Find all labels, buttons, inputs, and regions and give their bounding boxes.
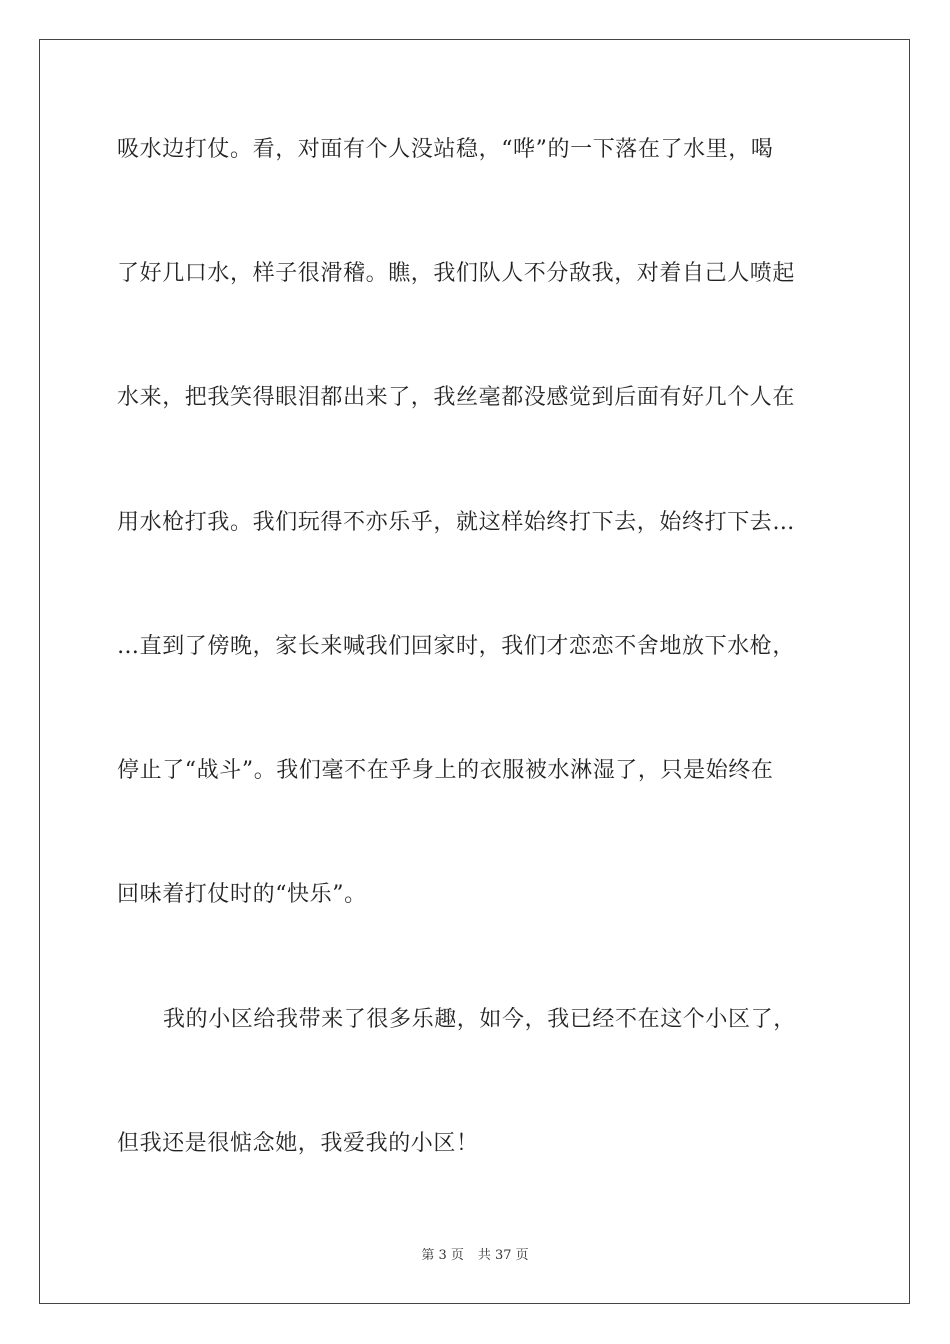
- body-line-7: 回味着打仗时的“快乐”。: [117, 882, 367, 907]
- body-line-5: …直到了傍晚，家长来喊我们回家时，我们才恋恋不舍地放下水枪，: [117, 634, 796, 659]
- body-line-8-paragraph-start: 我的小区给我带来了很多乐趣，如今，我已经不在这个小区了，: [163, 1007, 796, 1032]
- body-line-1: 吸水边打仗。看，对面有个人没站稳，“哗”的一下落在了水里，喝: [117, 137, 774, 162]
- page-border: [39, 39, 910, 1304]
- body-line-3: 水来，把我笑得眼泪都出来了，我丝毫都没感觉到后面有好几个人在: [117, 385, 796, 410]
- page-number: 第 3 页: [421, 1248, 464, 1263]
- body-line-9: 但我还是很惦念她，我爱我的小区！: [117, 1131, 479, 1156]
- body-line-4: 用水枪打我。我们玩得不亦乐乎，就这样始终打下去，始终打下去…: [117, 510, 796, 535]
- body-line-2: 了好几口水，样子很滑稽。瞧，我们队人不分敌我，对着自己人喷起: [117, 261, 796, 286]
- page-total: 共 37 页: [477, 1248, 529, 1263]
- page-footer: [0, 1247, 950, 1265]
- body-line-6: 停止了“战斗”。我们毫不在乎身上的衣服被水淋湿了，只是始终在: [117, 758, 774, 783]
